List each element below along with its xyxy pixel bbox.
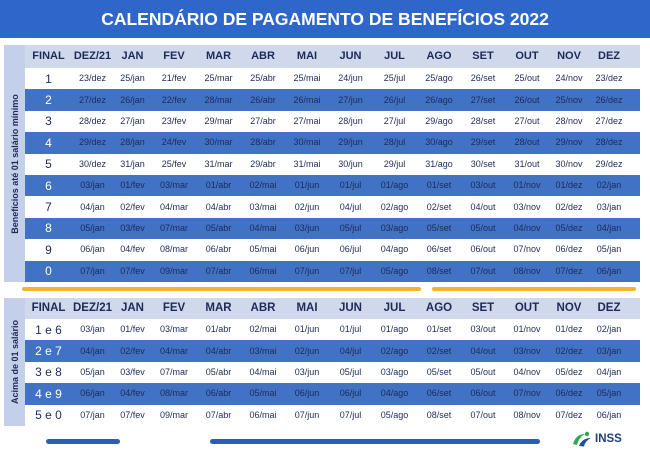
- payment-date-cell: 29/nov: [555, 137, 583, 148]
- table-header: [25, 298, 640, 319]
- payment-date-cell: 04/mai: [249, 222, 277, 233]
- payment-date-cell: 06/jul: [339, 244, 362, 255]
- payment-date-cell: 07/abr: [205, 409, 232, 420]
- month-column-header: JUN: [338, 301, 362, 314]
- month-column-header: NOV: [557, 50, 581, 62]
- payment-date-cell: 03/nov: [513, 201, 541, 212]
- payment-date-cell: 05/dez: [555, 366, 583, 377]
- payment-date-cell: 01/ago: [380, 324, 409, 335]
- payment-date-cell: 27/dez: [78, 94, 107, 105]
- payment-date-cell: 31/ago: [425, 158, 453, 169]
- inss-logo-graphic: [572, 431, 592, 447]
- payment-date-cell: 04/jul: [339, 345, 362, 356]
- table-header: [25, 45, 640, 68]
- payment-date-cell: 01/dez: [555, 324, 583, 335]
- payment-date-cell: 05/out: [470, 366, 496, 377]
- month-column-header: OUT: [515, 50, 539, 62]
- payment-date-cell: 25/nov: [555, 94, 583, 105]
- payment-date-cell: 07/jan: [80, 409, 105, 420]
- payment-date-cell: 03/ago: [380, 366, 409, 377]
- final-digits-cell: 3 e 8: [35, 365, 62, 380]
- payment-date-cell: 02/jan: [596, 180, 622, 191]
- month-column-header: DEZ: [598, 50, 620, 62]
- inss-logo-icon: [572, 431, 592, 447]
- payment-date-cell: 07/jun: [294, 265, 320, 276]
- month-column-header: MAI: [296, 301, 318, 314]
- payment-date-cell: 01/jul: [339, 180, 362, 191]
- row-spacer: [629, 111, 640, 132]
- final-digits-cell: 4: [45, 135, 52, 150]
- payment-date-cell: 23/dez: [78, 73, 107, 84]
- payment-date-cell: 04/ago: [380, 388, 409, 399]
- payment-date-cell: 21/fev: [161, 73, 187, 84]
- payment-date-cell: 07/jul: [339, 409, 362, 420]
- payment-date-cell: 01/set: [426, 324, 452, 335]
- payment-date-cell: 28/dez: [595, 137, 623, 148]
- payment-date-cell: 30/dez: [78, 158, 107, 169]
- row-spacer: [629, 405, 640, 426]
- payment-date-cell: 01/nov: [513, 324, 541, 335]
- payment-date-cell: 24/jun: [338, 73, 363, 84]
- title-banner: [0, 0, 650, 38]
- payment-date-cell: 07/jun: [294, 409, 320, 420]
- calendar-above-minimum-wage: [4, 298, 640, 426]
- row-spacer: [629, 89, 640, 110]
- table-row: [25, 175, 640, 196]
- payment-date-cell: 27/out: [514, 115, 540, 126]
- payment-date-cell: 06/jan: [80, 388, 105, 399]
- final-digits-cell: 3: [45, 114, 52, 129]
- payment-date-cell: 02/dez: [555, 201, 583, 212]
- payment-date-cell: 01/jun: [294, 180, 320, 191]
- row-spacer: [629, 383, 640, 404]
- table-row: [25, 239, 640, 260]
- payment-date-cell: 07/jan: [80, 265, 105, 276]
- payment-date-cell: 25/jan: [120, 73, 145, 84]
- table-row: [25, 132, 640, 153]
- payment-date-cell: 02/mai: [249, 180, 277, 191]
- row-spacer: [629, 68, 640, 89]
- payment-date-cell: 04/nov: [513, 222, 541, 233]
- payment-date-cell: 04/mar: [159, 345, 188, 356]
- payment-date-cell: 31/jan: [120, 158, 145, 169]
- payment-date-cell: 03/mai: [249, 201, 277, 212]
- payment-date-cell: 03/out: [470, 180, 496, 191]
- month-column-header: AGO: [426, 50, 452, 62]
- payment-date-cell: 07/nov: [513, 244, 541, 255]
- payment-date-cell: 02/mai: [249, 324, 277, 335]
- payment-date-cell: 06/jan: [596, 409, 622, 420]
- payment-date-cell: 04/jan: [596, 222, 622, 233]
- month-column-header: OUT: [514, 301, 540, 314]
- payment-date-cell: 30/mar: [204, 137, 233, 148]
- month-column-header: SET: [472, 50, 494, 62]
- payment-date-cell: 29/dez: [595, 158, 623, 169]
- payment-date-cell: 27/jun: [338, 94, 363, 105]
- payment-date-cell: 30/nov: [555, 158, 583, 169]
- payment-date-cell: 06/abr: [205, 388, 232, 399]
- payment-date-cell: 27/mai: [293, 115, 321, 126]
- payment-date-cell: 03/fev: [120, 366, 145, 377]
- final-column-header: FINAL: [32, 50, 65, 62]
- payment-date-cell: 01/fev: [120, 180, 145, 191]
- payment-date-cell: 06/mai: [249, 265, 277, 276]
- payment-date-cell: 03/jun: [294, 222, 320, 233]
- payment-date-cell: 07/mar: [159, 222, 188, 233]
- table-row: [25, 340, 640, 361]
- payment-date-cell: 29/dez: [78, 137, 107, 148]
- row-spacer: [629, 239, 640, 260]
- payment-date-cell: 26/jan: [120, 94, 145, 105]
- payment-date-cell: 05/dez: [555, 222, 583, 233]
- payment-date-cell: 28/mar: [204, 94, 233, 105]
- payment-date-cell: 04/out: [470, 201, 496, 212]
- payment-date-cell: 03/jan: [596, 345, 622, 356]
- payment-date-cell: 05/jul: [339, 366, 362, 377]
- payment-date-cell: 06/jul: [339, 388, 362, 399]
- payment-date-cell: 23/dez: [595, 73, 623, 84]
- table-row: [25, 68, 640, 89]
- payment-date-cell: 25/jul: [383, 73, 406, 84]
- payment-date-cell: 06/abr: [205, 244, 232, 255]
- payment-date-cell: 01/set: [426, 180, 452, 191]
- payment-date-cell: 09/mar: [159, 265, 188, 276]
- calendar-up-to-minimum-wage: [4, 45, 640, 282]
- payment-date-cell: 07/abr: [205, 265, 232, 276]
- payment-date-cell: 02/fev: [120, 345, 145, 356]
- payment-date-cell: 07/dez: [555, 409, 583, 420]
- payment-date-cell: 22/fev: [161, 94, 187, 105]
- final-digits-cell: 9: [45, 242, 52, 257]
- payment-date-cell: 25/fev: [161, 158, 187, 169]
- payment-date-cell: 27/abr: [250, 115, 276, 126]
- payment-date-cell: 26/ago: [425, 94, 453, 105]
- payment-date-cell: 25/abr: [250, 73, 276, 84]
- payment-date-cell: 06/set: [426, 244, 452, 255]
- month-column-header: DEZ/21: [73, 50, 112, 62]
- decorative-bar: [46, 439, 120, 444]
- payment-date-cell: 31/out: [514, 158, 540, 169]
- payment-date-cell: 08/set: [426, 265, 452, 276]
- payment-date-cell: 08/mar: [159, 244, 188, 255]
- table-row: [25, 319, 640, 340]
- final-digits-cell: 1 e 6: [35, 322, 62, 337]
- payment-date-cell: 04/jul: [339, 201, 362, 212]
- payment-calendar-table: [25, 298, 640, 426]
- payment-date-cell: 29/set: [470, 137, 496, 148]
- payment-date-cell: 05/ago: [380, 265, 409, 276]
- payment-calendar-table: [25, 45, 640, 282]
- payment-date-cell: 28/nov: [555, 115, 583, 126]
- inss-logo: [572, 431, 632, 447]
- payment-date-cell: 05/jan: [80, 366, 105, 377]
- payment-date-cell: 02/dez: [555, 345, 583, 356]
- payment-date-cell: 06/out: [470, 244, 496, 255]
- divider-line: [432, 287, 636, 291]
- month-column-header: FEV: [162, 301, 186, 314]
- payment-date-cell: 06/jan: [80, 244, 105, 255]
- payment-date-cell: 03/mar: [159, 180, 188, 191]
- month-column-header: AGO: [425, 301, 453, 314]
- payment-date-cell: 05/jan: [596, 388, 622, 399]
- month-column-header: JUL: [384, 50, 405, 62]
- payment-date-cell: 26/abr: [250, 94, 276, 105]
- payment-date-cell: 03/jan: [80, 324, 105, 335]
- payment-date-cell: 09/mar: [159, 409, 188, 420]
- payment-date-cell: 28/abr: [250, 137, 276, 148]
- payment-date-cell: 26/out: [514, 94, 540, 105]
- final-digits-cell: 2 e 7: [35, 344, 62, 359]
- payment-date-cell: 07/nov: [513, 388, 541, 399]
- payment-date-cell: 07/mar: [159, 366, 188, 377]
- payment-date-cell: 03/out: [470, 324, 496, 335]
- payment-date-cell: 06/jun: [294, 388, 320, 399]
- month-column-header: JAN: [120, 301, 144, 314]
- payment-date-cell: 30/set: [470, 158, 496, 169]
- divider-line: [22, 287, 421, 291]
- payment-date-cell: 06/jan: [596, 265, 622, 276]
- final-digits-cell: 4 e 9: [35, 386, 62, 401]
- table-row: [25, 261, 640, 282]
- logo-text: INSS: [595, 433, 622, 445]
- payment-date-cell: 01/jul: [339, 324, 362, 335]
- payment-date-cell: 04/fev: [120, 388, 145, 399]
- row-spacer: [629, 196, 640, 217]
- final-column-header: FINAL: [31, 301, 66, 314]
- payment-date-cell: 27/set: [470, 94, 496, 105]
- payment-date-cell: 29/mar: [204, 115, 233, 126]
- table-row: [25, 196, 640, 217]
- payment-date-cell: 04/jan: [80, 201, 105, 212]
- payment-date-cell: 27/jan: [120, 115, 145, 126]
- payment-date-cell: 01/fev: [120, 324, 145, 335]
- payment-date-cell: 02/ago: [380, 201, 409, 212]
- table-row: [25, 383, 640, 404]
- payment-date-cell: 04/out: [470, 345, 496, 356]
- final-digits-cell: 1: [45, 71, 52, 86]
- payment-date-cell: 06/dez: [555, 244, 583, 255]
- month-column-header: DEZ: [597, 301, 621, 314]
- payment-date-cell: 06/mai: [249, 409, 277, 420]
- payment-date-cell: 03/nov: [513, 345, 541, 356]
- payment-date-cell: 02/fev: [120, 201, 145, 212]
- payment-date-cell: 25/ago: [425, 73, 453, 84]
- payment-date-cell: 30/mai: [293, 137, 321, 148]
- final-digits-cell: 5: [45, 157, 52, 172]
- payment-date-cell: 07/out: [470, 409, 496, 420]
- payment-date-cell: 29/jun: [338, 137, 363, 148]
- payment-date-cell: 07/dez: [555, 265, 583, 276]
- payment-date-cell: 08/nov: [513, 265, 541, 276]
- header-row: [25, 45, 640, 68]
- side-label-strip: [4, 45, 25, 282]
- payment-date-cell: 28/set: [470, 115, 496, 126]
- final-digits-cell: 2: [45, 93, 52, 108]
- payment-date-cell: 04/mai: [249, 366, 277, 377]
- payment-date-cell: 29/ago: [425, 115, 453, 126]
- payment-date-cell: 30/jun: [338, 158, 363, 169]
- payment-date-cell: 01/abr: [205, 324, 232, 335]
- payment-date-cell: 06/out: [470, 388, 496, 399]
- payment-date-cell: 02/jan: [596, 324, 622, 335]
- row-spacer: [629, 132, 640, 153]
- payment-date-cell: 29/abr: [250, 158, 276, 169]
- table-row: [25, 362, 640, 383]
- payment-date-cell: 28/dez: [78, 115, 107, 126]
- payment-date-cell: 24/nov: [555, 73, 583, 84]
- payment-date-cell: 26/mai: [293, 94, 321, 105]
- payment-date-cell: 08/set: [426, 409, 452, 420]
- payment-date-cell: 05/jan: [596, 244, 622, 255]
- side-label: Acima de 01 salário: [9, 319, 20, 405]
- row-spacer: [629, 154, 640, 175]
- payment-date-cell: 01/dez: [555, 180, 583, 191]
- payment-date-cell: 29/jul: [383, 158, 406, 169]
- payment-date-cell: 04/abr: [205, 201, 232, 212]
- table-row: [25, 218, 640, 239]
- payment-date-cell: 31/mai: [293, 158, 321, 169]
- payment-date-cell: 02/jun: [294, 345, 320, 356]
- payment-date-cell: 06/set: [426, 388, 452, 399]
- payment-date-cell: 07/out: [470, 265, 496, 276]
- payment-date-cell: 02/set: [426, 345, 452, 356]
- row-spacer: [629, 340, 640, 361]
- month-column-header: ABR: [250, 301, 276, 314]
- row-spacer: [629, 261, 640, 282]
- table-row: [25, 111, 640, 132]
- payment-date-cell: 05/jan: [80, 222, 105, 233]
- final-digits-cell: 8: [45, 221, 52, 236]
- payment-date-cell: 04/jan: [596, 366, 622, 377]
- page-title: CALENDÁRIO DE PAGAMENTO DE BENEFÍCIOS 2022: [101, 9, 549, 29]
- payment-date-cell: 02/set: [426, 201, 452, 212]
- month-column-header: NOV: [556, 301, 582, 314]
- side-label-strip: [4, 298, 25, 426]
- table-body: [25, 319, 640, 426]
- payment-date-cell: 04/nov: [513, 366, 541, 377]
- payment-date-cell: 06/dez: [555, 388, 583, 399]
- payment-date-cell: 03/mai: [249, 345, 277, 356]
- payment-date-cell: 03/fev: [120, 222, 145, 233]
- final-digits-cell: 6: [45, 178, 52, 193]
- month-column-header: JUN: [339, 50, 362, 62]
- payment-date-cell: 30/ago: [425, 137, 453, 148]
- payment-date-cell: 07/fev: [120, 265, 145, 276]
- payment-date-cell: 05/ago: [380, 409, 409, 420]
- payment-date-cell: 06/jun: [294, 244, 320, 255]
- table-body: [25, 68, 640, 282]
- payment-date-cell: 03/jan: [80, 180, 105, 191]
- payment-date-cell: 04/abr: [205, 345, 232, 356]
- payment-date-cell: 05/set: [426, 366, 452, 377]
- payment-date-cell: 05/mai: [249, 244, 277, 255]
- month-column-header: JUL: [383, 301, 406, 314]
- month-column-header: ABR: [251, 50, 275, 62]
- payment-date-cell: 05/jul: [339, 222, 362, 233]
- row-spacer: [629, 319, 640, 340]
- row-spacer: [629, 218, 640, 239]
- payment-date-cell: 04/mar: [159, 201, 188, 212]
- payment-date-cell: 25/mai: [293, 73, 321, 84]
- payment-date-cell: 01/abr: [205, 180, 232, 191]
- row-spacer: [629, 175, 640, 196]
- payment-date-cell: 08/mar: [159, 388, 188, 399]
- row-spacer: [629, 362, 640, 383]
- payment-date-cell: 07/fev: [120, 409, 145, 420]
- month-column-header: MAI: [296, 50, 318, 62]
- payment-date-cell: 27/dez: [595, 115, 623, 126]
- row-spacer: [629, 45, 640, 68]
- payment-date-cell: 23/fev: [161, 115, 187, 126]
- payment-date-cell: 05/set: [426, 222, 452, 233]
- payment-date-cell: 07/jul: [339, 265, 362, 276]
- month-column-header: SET: [471, 301, 495, 314]
- payment-date-cell: 26/set: [470, 73, 496, 84]
- payment-date-cell: 05/mai: [249, 388, 277, 399]
- month-column-header: MAR: [205, 301, 232, 314]
- payment-date-cell: 27/jul: [383, 115, 406, 126]
- payment-date-cell: 04/ago: [380, 244, 409, 255]
- month-column-header: MAR: [205, 50, 232, 62]
- payment-date-cell: 08/nov: [513, 409, 541, 420]
- payment-date-cell: 28/jan: [120, 137, 145, 148]
- payment-date-cell: 04/fev: [120, 244, 145, 255]
- month-column-header: FEV: [163, 50, 185, 62]
- payment-date-cell: 31/mar: [204, 158, 233, 169]
- payment-date-cell: 02/jun: [294, 201, 320, 212]
- header-row: [25, 298, 640, 319]
- payment-date-cell: 05/abr: [205, 222, 232, 233]
- payment-date-cell: 24/fev: [161, 137, 187, 148]
- payment-date-cell: 03/jun: [294, 366, 320, 377]
- month-column-header: JAN: [121, 50, 144, 62]
- row-spacer: [629, 298, 640, 319]
- payment-date-cell: 01/ago: [380, 180, 409, 191]
- final-digits-cell: 7: [45, 200, 52, 215]
- final-digits-cell: 5 e 0: [35, 408, 62, 423]
- month-column-header: DEZ/21: [73, 301, 112, 314]
- payment-date-cell: 05/abr: [205, 366, 232, 377]
- table-row: [25, 89, 640, 110]
- payment-date-cell: 25/out: [514, 73, 540, 84]
- payment-date-cell: 05/out: [470, 222, 496, 233]
- payment-date-cell: 28/jul: [383, 137, 406, 148]
- payment-date-cell: 26/dez: [595, 94, 623, 105]
- decorative-bar: [210, 439, 540, 444]
- table-row: [25, 405, 640, 426]
- payment-date-cell: 03/mar: [159, 324, 188, 335]
- payment-date-cell: 03/ago: [380, 222, 409, 233]
- final-digits-cell: 0: [45, 264, 52, 279]
- payment-date-cell: 02/ago: [380, 345, 409, 356]
- payment-date-cell: 28/out: [514, 137, 540, 148]
- payment-date-cell: 25/mar: [204, 73, 233, 84]
- payment-date-cell: 26/jul: [383, 94, 406, 105]
- payment-date-cell: 04/jan: [80, 345, 105, 356]
- payment-date-cell: 03/jan: [596, 201, 622, 212]
- payment-date-cell: 01/nov: [513, 180, 541, 191]
- payment-date-cell: 28/jun: [338, 115, 363, 126]
- table-row: [25, 154, 640, 175]
- side-label: Benefícios até 01 salário mínimo: [9, 93, 20, 234]
- payment-date-cell: 01/jun: [294, 324, 320, 335]
